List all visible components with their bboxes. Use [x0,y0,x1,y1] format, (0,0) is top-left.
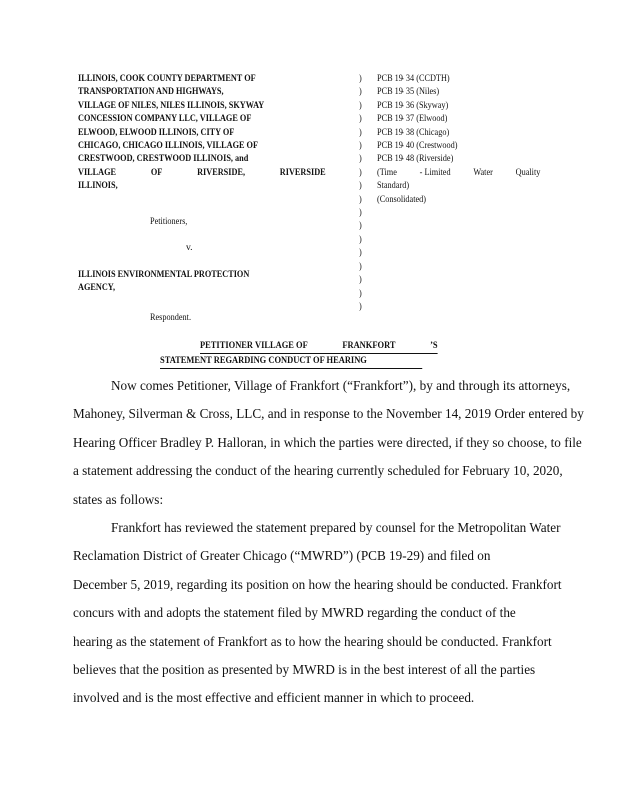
case-type-line [377,166,540,179]
case-suffix: - 37 (Elwood) [401,113,448,125]
body-line: hearing as the statement of Frankfort as to how the hearing should be conducted. Frankfort [73,633,552,649]
versus-label: v. [186,242,193,253]
word: Water [473,166,493,178]
case-number [377,72,523,85]
case-number [377,152,523,165]
paren: ) [359,260,362,272]
document-body [73,372,584,713]
word: VILLAGE [78,166,117,178]
case-pcb: PCB 19 [377,86,403,98]
case-number [377,99,523,112]
petitioner-line: TRANSPORTATION AND HIGHWAYS, [78,86,224,98]
paren: ) [359,207,362,219]
petitioner-line: CONCESSION COMPANY LLC, VILLAGE OF [78,113,252,125]
case-suffix: - 36 (Skyway) [401,99,449,111]
case-pcb: PCB 19 [377,113,403,125]
word: OF [150,166,163,178]
word: RIVERSIDE, [197,166,246,178]
case-pcb: PCB 19 [377,73,403,84]
word: Quality [515,166,541,178]
paren: ) [359,193,362,205]
body-line: Reclamation District of Greater Chicago (“MWRD”) (PCB 19-29) and filed on [73,548,491,564]
paren: ) [359,180,362,192]
respondent-name [78,268,249,295]
document-title [160,339,460,369]
paren: ) [359,113,362,125]
paren: ) [359,153,362,165]
title-part: PETITIONER VILLAGE OF [200,340,308,351]
case-suffix: - 48 (Riverside) [401,153,454,165]
case-pcb: PCB 19 [377,153,403,165]
paragraph-1-cont [73,400,584,514]
body-line: states as follows: [73,491,164,507]
body-line: a statement addressing the conduct of the hearing currently scheduled for February 10, 2020, [73,463,563,479]
case-number [377,139,523,152]
paren: ) [359,287,362,299]
petitioner-line: ELWOOD, ELWOOD ILLINOIS, CITY OF [78,126,235,138]
body-line: December 5, 2019, regarding its position on how the hearing should be conducted. Frankfort [73,576,562,592]
case-suffix: - 34 (CCDTH) [401,73,450,84]
title-line-2: STATEMENT REGARDING CONDUCT OF HEARING [160,354,422,369]
paren: ) [359,247,362,259]
body-line: Mahoney, Silverman & Cross, LLC, and in response to the November 14, 2019 Order entered by [73,406,584,422]
paren: ) [359,73,362,84]
case-consolidated: (Consolidated) [377,193,427,205]
paren: ) [359,166,362,178]
respondent-label: Respondent. [150,312,192,323]
body-line: believes that the position as presented by MWRD is in the best interest of all the parties [73,662,536,678]
paren: ) [359,300,362,312]
petitioners-label: Petitioners, [150,216,188,227]
case-pcb: PCB 19 [377,126,403,138]
petitioner-line-riverside [78,166,326,179]
petitioner-line: ILLINOIS, COOK COUNTY DEPARTMENT OF [78,73,256,84]
paragraph-2-cont [73,542,573,712]
paren: ) [359,220,362,232]
caption-parentheses [359,72,364,313]
paragraph-1 [73,372,573,400]
case-pcb: PCB 19 [377,140,403,152]
paren: ) [359,86,362,98]
title-line-1 [200,339,438,354]
case-number [377,112,523,125]
petitioner-names [78,72,326,193]
word: - Limited [419,166,451,178]
paren: ) [359,99,362,111]
paren: ) [359,126,362,138]
paren: ) [359,274,362,286]
petitioner-line: CRESTWOOD, CRESTWOOD ILLINOIS, and [78,153,249,165]
case-type-standard: Standard) [377,180,410,192]
case-number [377,126,523,139]
case-suffix: - 38 (Chicago) [401,126,450,138]
case-suffix: - 35 (Niles) [401,86,440,98]
petitioner-line: VILLAGE OF NILES, NILES ILLINOIS, SKYWAY [78,99,265,111]
title-part: FRANKFORT [342,340,396,351]
title-part: ’S [430,340,438,351]
word: RIVERSIDE [279,166,326,178]
body-line: Frankfort has reviewed the statement prepared by counsel for the Metropolitan Water [111,520,561,536]
respondent-line: AGENCY, [78,282,116,294]
paren: ) [359,233,362,245]
word: (Time [377,166,397,178]
case-suffix: - 40 (Crestwood) [401,140,458,152]
body-line: concurs with and adopts the statement filed by MWRD regarding the conduct of the [73,605,516,621]
body-line: involved and is the most effective and efficient manner in which to proceed. [73,690,475,706]
case-pcb: PCB 19 [377,99,403,111]
case-numbers [377,72,541,206]
petitioner-line: CHICAGO, CHICAGO ILLINOIS, VILLAGE OF [78,140,259,152]
petitioner-line: ILLINOIS, [78,180,118,192]
body-line: Hearing Officer Bradley P. Halloran, in which the parties were directed, if they so choose, to file [73,434,582,450]
body-line: Now comes Petitioner, Village of Frankfort (“Frankfort”), by and through its attorneys, [111,378,571,393]
paragraph-2 [73,514,573,542]
paren: ) [359,140,362,152]
case-number [377,85,523,98]
respondent-line: ILLINOIS ENVIRONMENTAL PROTECTION [78,269,250,280]
